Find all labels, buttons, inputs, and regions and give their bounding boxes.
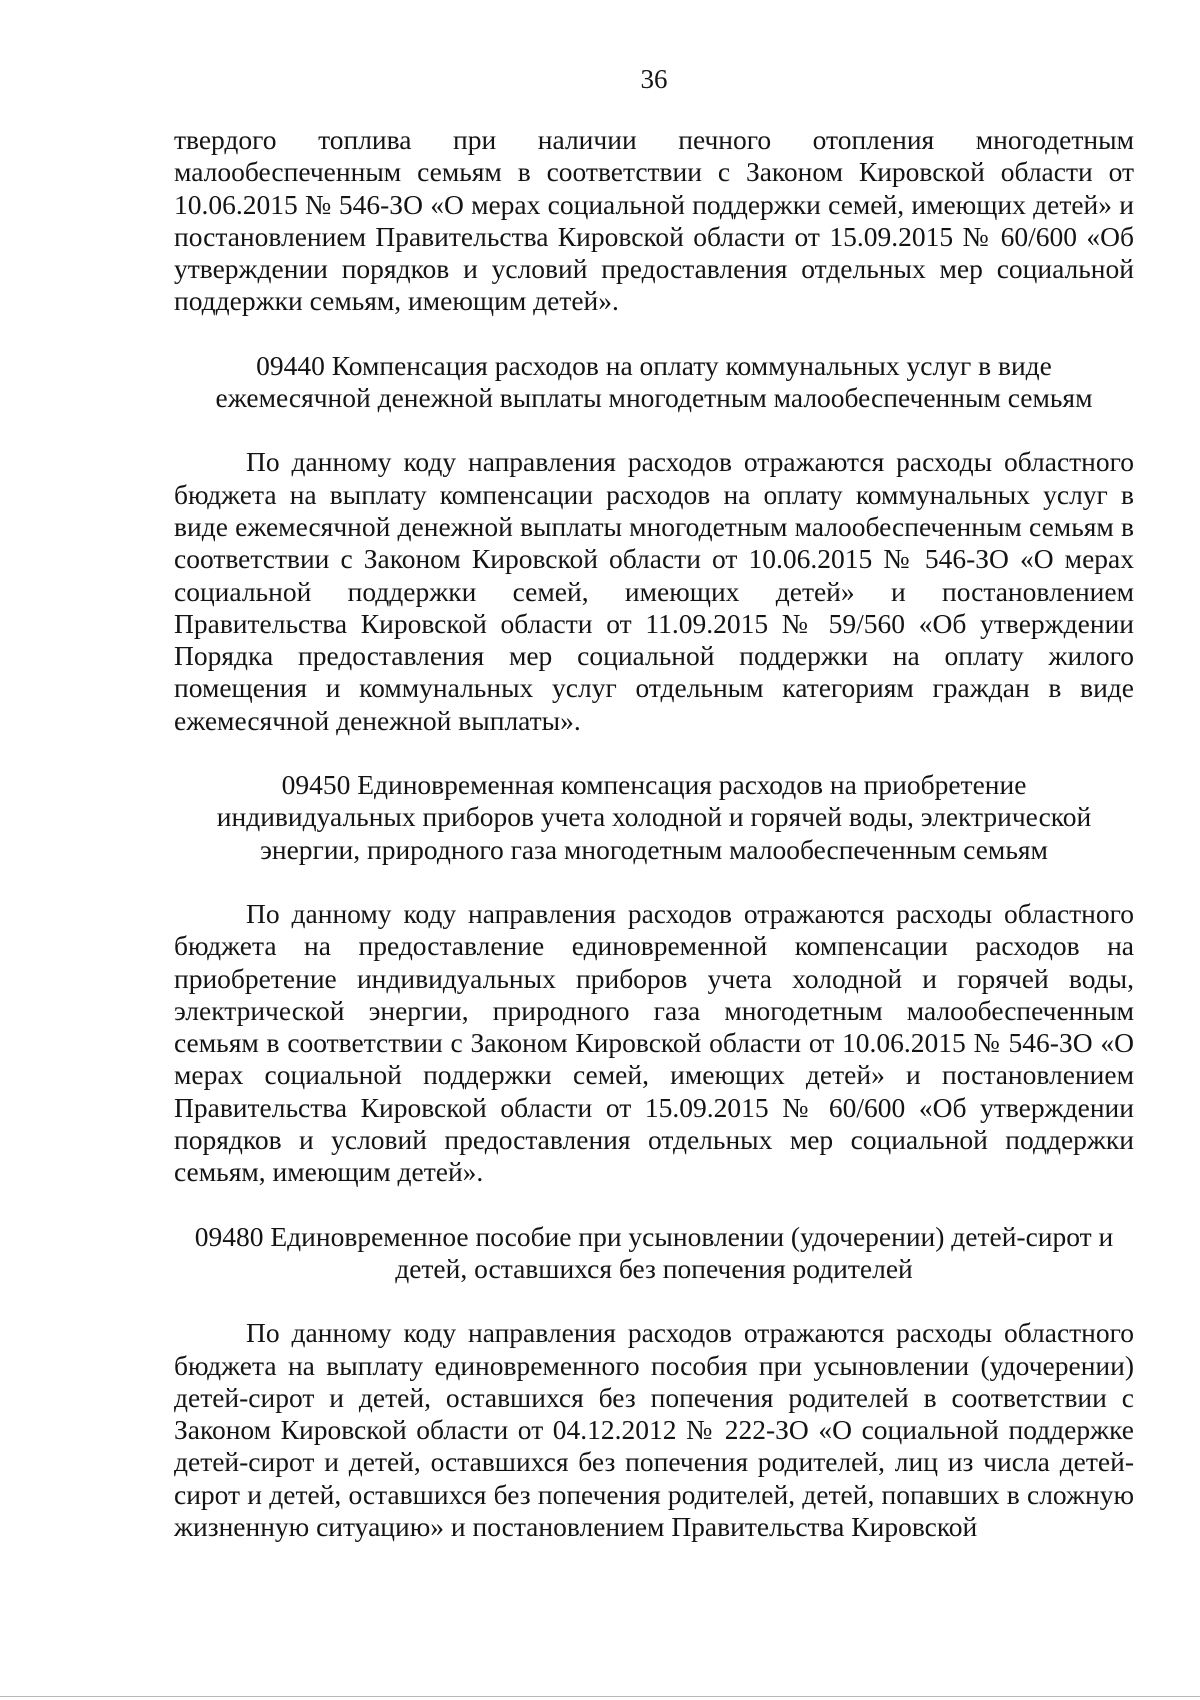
paragraph-continuation: твердого топлива при наличии печного отопления многодетным малообеспеченным семьям в соответствии с Законом Кировской области от 10.06.2015 № 546-ЗО «О мерах социальной поддержки семей, имеющих детей» и постановлением Правительства Кировской области от 15.09.2015 № 60/600 «Об утверждении порядков и условий предоставления отдельных мер социальной поддержки семьям, имеющим детей». [174, 124, 1134, 317]
scan-edge-line [0, 1696, 1200, 1697]
paragraph-09440: По данному коду направления расходов отражаются расходы областного бюджета на выплату компенсации расходов на оплату коммунальных услуг в виде ежемесячной денежной выплаты многодетным малообеспеченным семьям в соответствии с Законом Кировской области от 10.06.2015 № 546-ЗО «О мерах социальной поддержки семей, имеющих детей» и постановлением Правительства Кировской области от 11.09.2015 № 59/560 «Об утверждении Порядка предоставления мер социальной поддержки на оплату жилого помещения и коммунальных услуг отдельным категориям граждан в виде ежемесячной денежной выплаты». [174, 446, 1134, 736]
spacer [174, 318, 1134, 350]
section-heading-09440: 09440 Компенсация расходов на оплату коммунальных услуг в виде ежемесячной денежной выплаты многодетным малообеспеченным семьям [215, 349, 1093, 414]
section-heading-09450: 09450 Единовременная компенсация расходов на приобретение индивидуальных приборов учета холодной и горячей воды, электрической энергии, природного газа многодетным малообеспеченным семьям [216, 769, 1092, 865]
spacer [174, 1189, 1134, 1221]
spacer [174, 866, 1134, 898]
spacer [174, 414, 1134, 446]
document-body [174, 124, 1134, 1543]
section-heading-09480: 09480 Единовременное пособие при усыновлении (удочерении) детей-сирот и детей, оставшихся без попечения родителей [194, 1220, 1114, 1284]
page-number: 36 [640, 64, 668, 94]
spacer [174, 1285, 1134, 1317]
spacer [174, 737, 1134, 769]
paragraph-09450: По данному коду направления расходов отражаются расходы областного бюджета на предоставление единовременной компенсации расходов на приобретение индивидуальных приборов учета холодной и горячей воды, электрической энергии, природного газа многодетным малообеспеченным семьям в соответствии с Законом Кировской области от 10.06.2015 № 546-ЗО «О мерах социальной поддержки семей, имеющих детей» и постановлением Правительства Кировской области от 15.09.2015 № 60/600 «Об утверждении порядков и условий предоставления отдельных мер социальной поддержки семьям, имеющим детей». [174, 897, 1134, 1188]
paragraph-09480: По данному коду направления расходов отражаются расходы областного бюджета на выплату единовременного пособия при усыновлении (удочерении) детей-сирот и детей, оставшихся без попечения родителей в соответствии с Законом Кировской области от 04.12.2012 № 222-ЗО «О социальной поддержке детей-сирот и детей, оставшихся без попечения родителей, лиц из числа детей-сирот и детей, оставшихся без попечения родителей, детей, попавших в сложную жизненную ситуацию» и постановлением Правительства Кировской [174, 1317, 1134, 1542]
